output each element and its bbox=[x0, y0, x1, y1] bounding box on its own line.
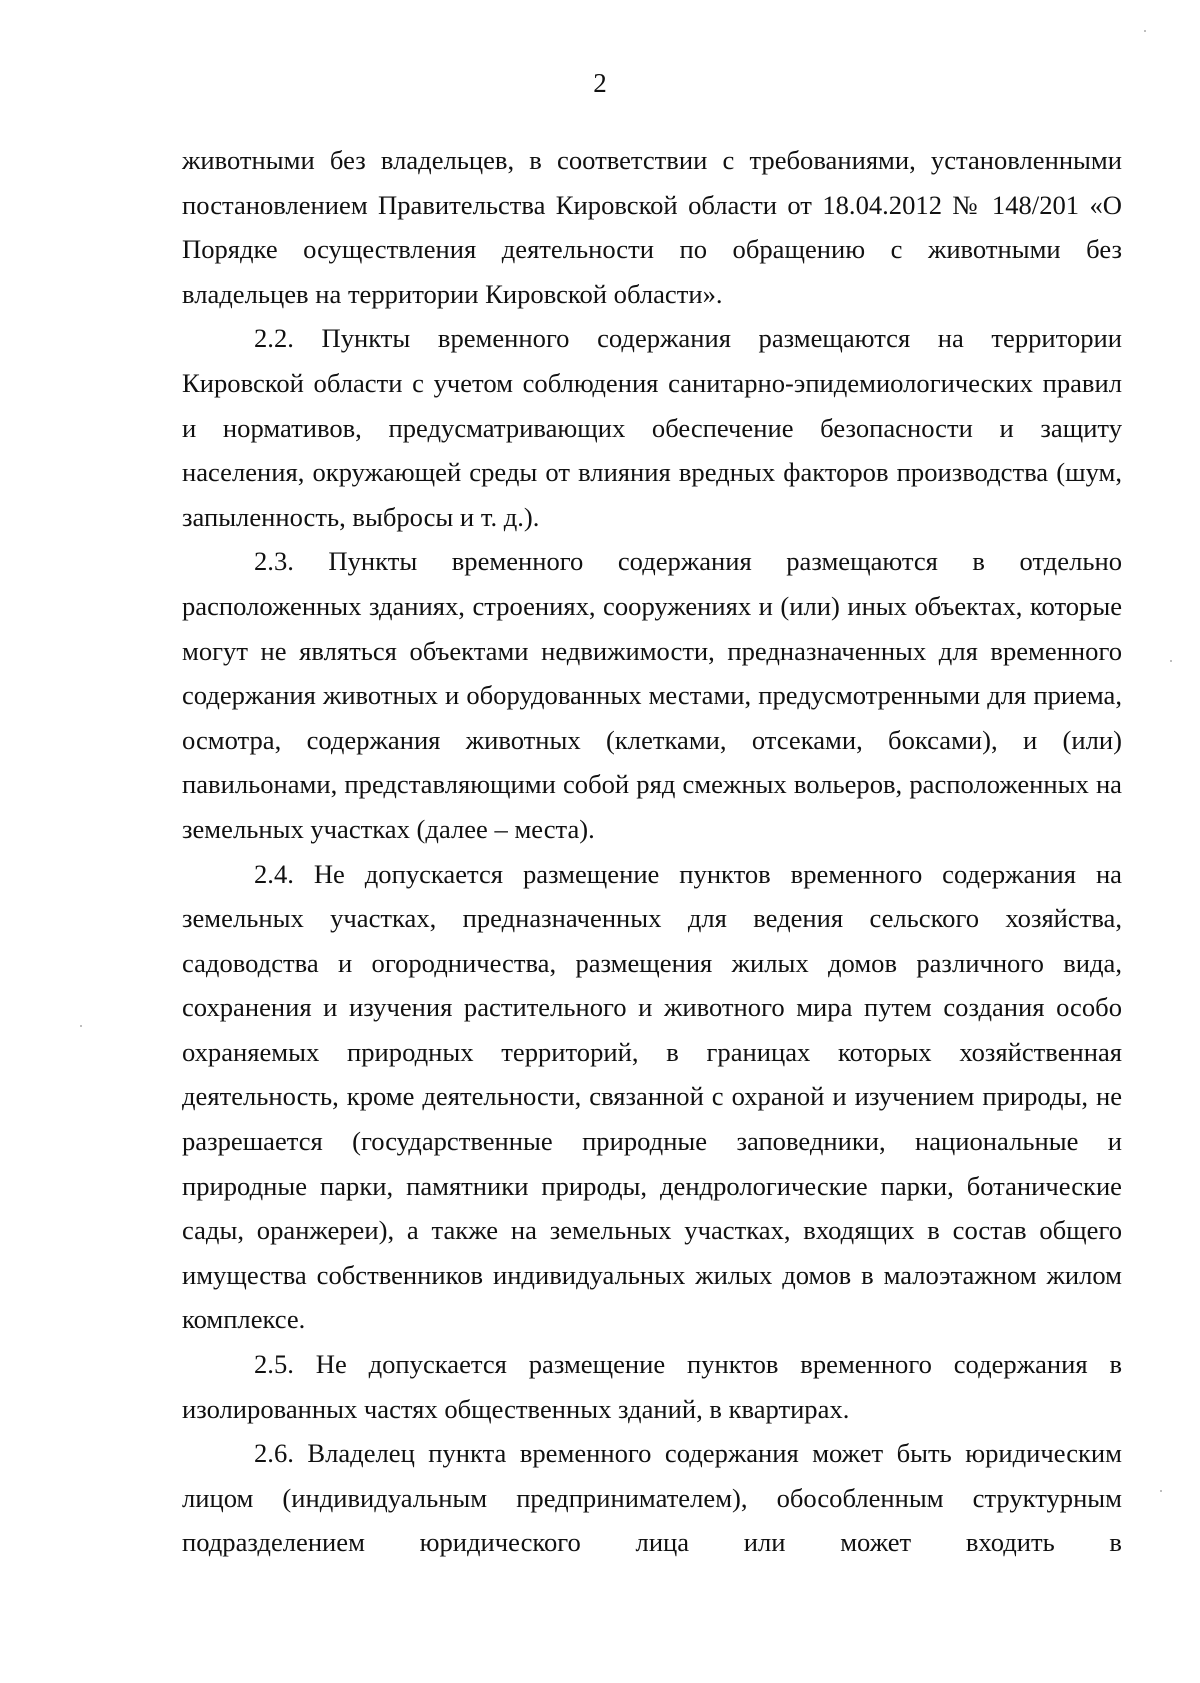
document-body bbox=[182, 138, 1122, 1565]
page-number: 2 bbox=[593, 68, 607, 98]
paragraph-2-3: 2.3. Пункты временного содержания размещаются в отдельно расположенных зданиях, строениях, сооружениях и (или) иных объектах, которые могут не являться объектами недвижимости, предназначенных для временного содержания животных и оборудованных местами, предусмотренными для приема, осмотра, содержания животных (клетками, отсеками, боксами), и (или) павильонами, представляющими собой ряд смежных вольеров, расположенных на земельных участках (далее – места). bbox=[182, 546, 1122, 844]
paragraph-continuation: животными без владельцев, в соответствии с требованиями, установленными постановлением Правительства Кировской области от 18.04.2012 № 148/201 «О Порядке осуществления деятельности по обращению с животными без владельцев на территории Кировской области». bbox=[182, 145, 1122, 309]
scan-speck bbox=[80, 1025, 82, 1027]
scan-speck bbox=[1144, 30, 1146, 32]
paragraph-2-4: 2.4. Не допускается размещение пунктов временного содержания на земельных участках, предназначенных для ведения сельского хозяйства, садоводства и огородничества, размещения жилых домов различного вида, сохранения и изучения растительного и животного мира путем создания особо охраняемых природных территорий, в границах которых хозяйственная деятельность, кроме деятельности, связанной с охраной и изучением природы, не разрешается (государственные природные заповедники, национальные и природные парки, памятники природы, дендрологические парки, ботанические сады, оранжереи), а также на земельных участках, входящих в состав общего имущества собственников индивидуальных жилых домов в малоэтажном жилом комплексе. bbox=[182, 858, 1122, 1335]
paragraph-2-2: 2.2. Пункты временного содержания размещаются на территории Кировской области с учетом соблюдения санитарно-эпидемиологических правил и нормативов, предусматривающих обеспечение безопасности и защиту населения, окружающей среды от влияния вредных факторов производства (шум, запыленность, выбросы и т. д.). bbox=[182, 323, 1122, 532]
scan-speck bbox=[1170, 660, 1172, 662]
scan-speck bbox=[1160, 1490, 1162, 1492]
paragraph-2-6: 2.6. Владелец пункта временного содержания может быть юридическим лицом (индивидуальным предпринимателем), обособленным структурным подразделением юридического лица или может входить в bbox=[182, 1438, 1122, 1558]
paragraph-2-5: 2.5. Не допускается размещение пунктов временного содержания в изолированных частях общественных зданий, в квартирах. bbox=[182, 1349, 1122, 1424]
